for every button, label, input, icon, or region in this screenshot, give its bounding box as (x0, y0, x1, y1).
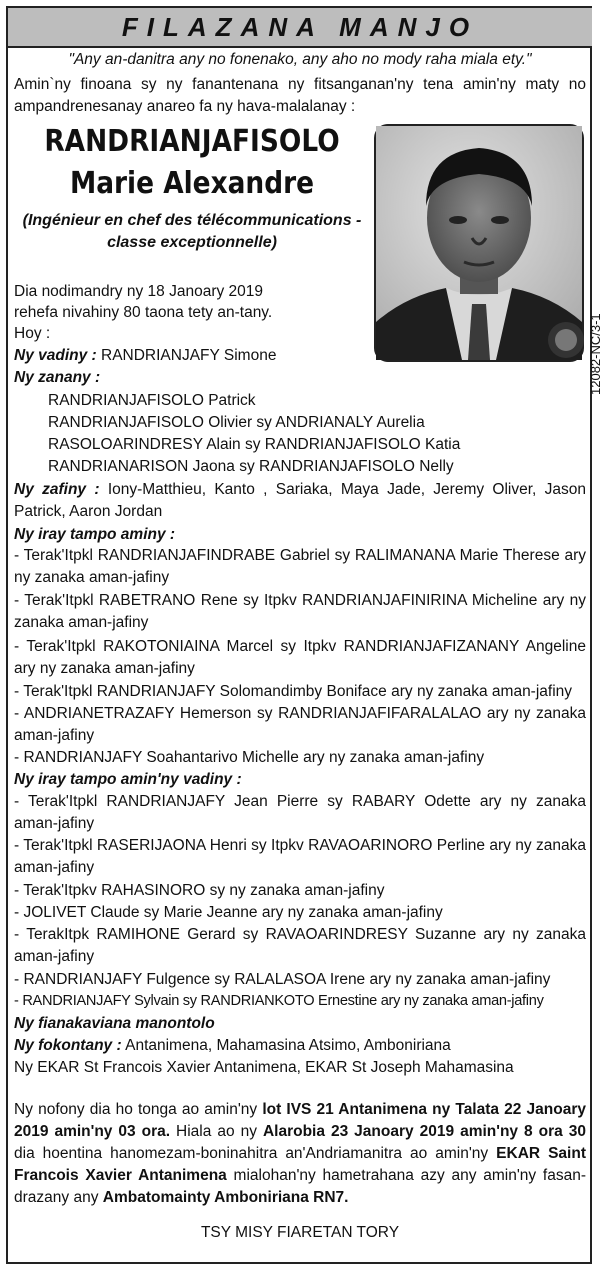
ekar-line: Ny EKAR St Francois Xavier Antanimena, EKAR St Joseph Mahamasina (14, 1059, 514, 1076)
grandchildren-line (14, 479, 586, 522)
list-item: - Terak'Itpkl RAKOTONIAINA Marcel sy Itpkv RANDRIANJAFIZANANY Angeline ary ny zanaka aman-jafiny (14, 638, 586, 677)
deceased-position (14, 210, 370, 254)
list-item: - RANDRIANJAFY Fulgence sy RALALASOA Irene ary ny zanaka aman-jafiny (14, 971, 551, 988)
fokontany-line (14, 1035, 451, 1056)
fokontany-label: Ny fokontany : (14, 1037, 122, 1054)
portrait-photo (374, 124, 584, 362)
spouse-value: RANDRIANJAFY Simone (101, 347, 277, 364)
in-laws-label: Ny iray tampo amin'ny vadiny : (14, 771, 242, 788)
deceased-surname: RANDRIANJAFISOLO (44, 124, 340, 159)
list-item: - RANDRIANJAFY Sylvain sy RANDRIANKOTO Ernestine ary ny zanaka aman-jafiny (14, 993, 544, 1009)
reference-code: 12082-NC/3-1 (588, 313, 603, 395)
grandchildren-value: Iony-Matthieu, Kanto , Sariaka, Maya Jade, Jeremy Oliver, Jason Patrick, Aaron Jordan (14, 481, 587, 520)
list-item: - TerakItpk RAMIHONE Gerard sy RAVAOARINDRESY Suzanne ary ny zanaka aman-jafiny (14, 926, 586, 965)
list-item: - Terak'Itpkl RASERIJAONA Henri sy Itpkv RAVAOARINORO Perline ary ny zanaka aman-jafiny (14, 837, 586, 876)
announce-bold-3: EKAR Saint Francois Xavier Antanimena (14, 1145, 586, 1184)
notice-header (8, 8, 592, 48)
siblings-label: Ny iray tampo aminy : (14, 526, 176, 543)
list-item: RANDRIANARISON Jaona sy RANDRIANJAFISOLO Nelly (48, 458, 454, 475)
announce-bold-4: Ambatomainty Amboniriana RN7. (102, 1189, 349, 1206)
funeral-announcement (14, 1099, 586, 1209)
grandchildren-label: Ny zafiny : (14, 481, 100, 498)
header-title: FILAZANA MANJO (121, 11, 479, 42)
intro-text: Amin`ny finoana sy ny fanantenana ny fitsanganan'ny tena amin'ny maty no ampandrenesanay anareo fa ny hava-malalanay : (14, 76, 586, 115)
hoy-label: Hoy : (14, 325, 51, 342)
list-item: - Terak'Itpkl RANDRIANJAFY Jean Pierre sy RABARY Odette ary ny zanaka aman-jafiny (14, 793, 586, 832)
announce-text-1: Ny nofony dia ho tonga ao amin'ny (14, 1101, 263, 1118)
portrait-image (376, 126, 582, 360)
announce-text-3: dia hoentina hanomezam-boninahitra an'Andriamanitra ao amin'ny (14, 1145, 497, 1162)
deceased-given-name: Marie Alexandre (69, 166, 315, 201)
whole-family: Ny fianakaviana manontolo (14, 1015, 215, 1032)
footer-note: TSY MISY FIARETAN TORY (200, 1224, 400, 1241)
spouse-line (14, 345, 276, 366)
quote: "Any an-danitra any no fonenako, any aho no mody raha miala ety." (68, 51, 532, 68)
list-item: RANDRIANJAFISOLO Patrick (48, 392, 256, 409)
announce-text-4: mialohan'ny hametrahana azy any amin'ny fasan-drazany any (14, 1167, 587, 1206)
list-item: RASOLOARINDRESY Alain sy RANDRIANJAFISOLO Katia (48, 436, 461, 453)
announce-text-2: Hiala ao ny (170, 1123, 263, 1140)
children-label: Ny zanany : (14, 369, 101, 386)
announce-bold-1: lot IVS 21 Antanimena ny Talata 22 Janoary 2019 amin'ny 03 ora. (14, 1101, 586, 1140)
announce-bold-2: Alarobia 23 Janoary 2019 amin'ny 8 ora 30 (262, 1123, 586, 1140)
fokontany-value: Antanimena, Mahamasina Atsimo, Amboniriana (125, 1037, 451, 1054)
list-item: RANDRIANJAFISOLO Olivier sy ANDRIANALY Aurelia (48, 414, 425, 431)
list-item: - Terak'Itpkl RANDRIANJAFINDRABE Gabriel sy RALIMANANA Marie Therese ary ny zanaka aman-jafiny (14, 547, 586, 586)
list-item: - JOLIVET Claude sy Marie Jeanne ary ny zanaka aman-jafiny (14, 904, 443, 921)
list-item: - Terak'Itpkl RABETRANO Rene sy Itpkv RANDRIANJAFINIRINA Micheline ary ny zanaka aman-jafiny (14, 592, 586, 631)
death-date: Dia nodimandry ny 18 Janoary 2019 (14, 283, 264, 300)
death-age: rehefa nivahiny 80 taona tety an-tany. (14, 304, 273, 321)
position-line-1: (Ingénieur en chef des télécommunications - (22, 212, 362, 229)
list-item: - Terak'Itpkv RAHASINORO sy ny zanaka aman-jafiny (14, 882, 385, 899)
spouse-label: Ny vadiny : (14, 347, 97, 364)
list-item: - RANDRIANJAFY Soahantarivo Michelle ary ny zanaka aman-jafiny (14, 749, 485, 766)
list-item: - ANDRIANETRAZAFY Hemerson sy RANDRIANJAFIFARALALAO ary ny zanaka aman-jafiny (14, 705, 586, 744)
position-line-2: classe exceptionnelle) (107, 234, 277, 251)
list-item: - Terak'Itpkl RANDRIANJAFY Solomandimby Boniface ary ny zanaka aman-jafiny (14, 683, 573, 700)
